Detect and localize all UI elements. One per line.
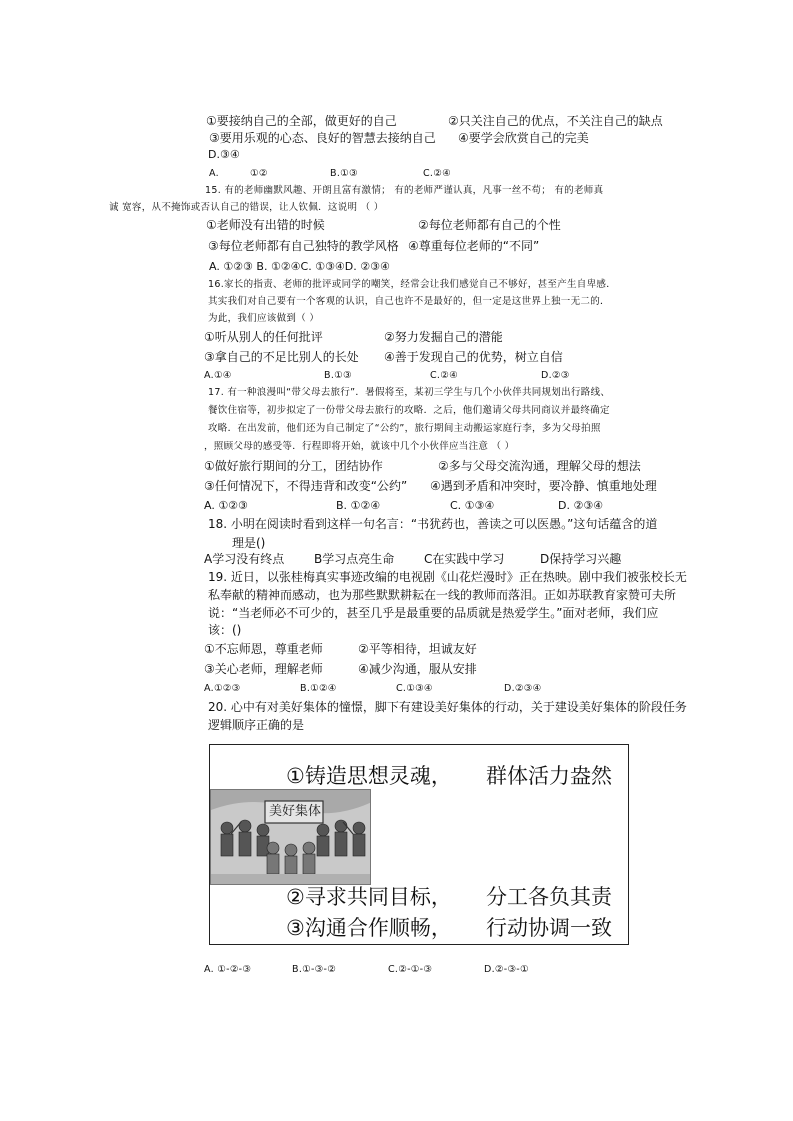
q16-option-1: ①听从别人的任何批评 [204, 330, 323, 344]
q16-choice-a: A.①④ [204, 370, 232, 381]
q14-choice-d: D.③④ [208, 148, 240, 161]
q17-stem-line1: 17. 有一种浪漫叫“带父母去旅行”．暑假将至，某初三学生与几个小伙伴共同规划出行路线、 [208, 387, 611, 398]
q14-choice-a: A. [209, 168, 219, 179]
q14-choice-a-value: ①② [250, 168, 268, 179]
q19-stem-line4: 该：() [208, 623, 242, 637]
q18-choice-b: B学习点亮生命 [314, 552, 395, 566]
q18-choice-a: A学习没有终点 [204, 552, 285, 566]
q16-stem-line2: 其实我们对自己要有一个客观的认识，自己也许不是最好的，但一定是这世界上独一无二的． [208, 296, 610, 307]
q17-choice-c: C. ①③④ [450, 499, 495, 512]
q14-choice-b: B.①③ [330, 168, 358, 179]
q19-option-4: ④减少沟通，服从安排 [358, 662, 477, 676]
q18-stem-line2: 理是() [232, 536, 266, 550]
q15-option-3: ③每位老师都有自己独特的教学风格 [208, 239, 399, 253]
q15-option-4: ④尊重每位老师的“不同” [408, 239, 540, 253]
q16-option-2: ②努力发掘自己的潜能 [384, 330, 503, 344]
q15-option-1: ①老师没有出错的时候 [206, 218, 325, 232]
q17-choice-a: A. ①②③ [204, 499, 248, 512]
q16-option-3: ③拿自己的不足比别人的长处 [204, 350, 359, 364]
figure-item-1-part1: ①铸造思想灵魂， [286, 764, 452, 788]
q15-choices: A. ①②③ B. ①②④C. ①③④D. ②③④ [209, 260, 390, 273]
q16-option-4: ④善于发现自己的优势，树立自信 [384, 350, 563, 364]
q16-choice-c: C.②④ [430, 370, 458, 381]
q15-option-2: ②每位老师都有自己的个性 [418, 218, 561, 232]
q17-option-3: ③任何情况下，不得违背和改变“公约” [204, 479, 408, 493]
q16-choice-b: B.①③ [324, 370, 352, 381]
q19-stem-line1: 19. 近日，以张桂梅真实事迹改编的电视剧《山花烂漫时》正在热映。剧中我们被张校长无 [208, 570, 687, 584]
q17-stem-line4: ，照顾父母的感受等．行程即将开始，就该中几个小伙伴应当注意 （ ） [204, 441, 515, 452]
group-photo-image [210, 789, 371, 885]
q14-choice-c: C.②④ [423, 168, 451, 179]
q19-option-3: ③关心老师，理解老师 [204, 662, 323, 676]
q19-stem-line2: 私奉献的精神而感动，也为那些默默耕耘在一线的教师而落泪。正如苏联教育家赞可夫所 [208, 588, 677, 602]
q14-option-2: ②只关注自己的优点，不关注自己的缺点 [448, 114, 663, 128]
q17-option-1: ①做好旅行期间的分工，团结协作 [204, 459, 383, 473]
q20-stem-line1: 20. 心中有对美好集体的憧憬，脚下有建设美好集体的行动，关于建设美好集体的阶段任务 [208, 700, 687, 714]
q20-choice-d: D.②-③-① [484, 964, 529, 975]
figure-item-2-part2: 分工各负其责 [486, 885, 612, 909]
q17-stem-line3: 攻略．在出发前，他们还为自己制定了“公约”，旅行期间主动搬运家庭行李，多为父母拍照 [208, 423, 601, 434]
q19-stem-line3: 说：“当老师必不可少的，甚至几乎是最重要的品质就是热爱学生。”面对老师，我们应 [208, 606, 659, 620]
q15-stem-line2: 诚 宽容，从不掩饰或否认自己的错误，让人钦佩．这说明 （ ） [109, 202, 384, 213]
q17-stem-line2: 餐饮住宿等，初步拟定了一份带父母去旅行的攻略．之后，他们邀请父母共同商议并最终确定 [208, 405, 610, 416]
q14-option-1: ①要接纳自己的全部，做更好的自己 [206, 114, 397, 128]
q19-option-2: ②平等相待，坦诚友好 [358, 642, 477, 656]
q18-choice-d: D保持学习兴趣 [540, 552, 622, 566]
figure-item-3-part2: 行动协调一致 [486, 916, 612, 940]
q20-stem-line2: 逻辑顺序正确的是 [208, 718, 305, 732]
q16-stem-line3: 为此，我们应该做到（ ） [208, 313, 320, 324]
figure-item-2-part1: ②寻求共同目标， [286, 885, 452, 909]
q19-choice-a: A.①②③ [204, 683, 241, 694]
q18-stem-line1: 18. 小明在阅读时看到这样一句名言：“书犹药也，善读之可以医愚。”这句话蕴含的道 [208, 517, 658, 531]
q20-choice-b: B.①-③-② [292, 964, 337, 975]
q17-choice-b: B. ①②④ [336, 499, 381, 512]
q18-choice-c: C在实践中学习 [424, 552, 505, 566]
q20-choice-a: A. ①-②-③ [204, 964, 252, 975]
q17-choice-d: D. ②③④ [558, 499, 604, 512]
q14-option-4: ④要学会欣赏自己的完美 [458, 131, 589, 145]
figure-item-3-part1: ③沟通合作顺畅， [286, 916, 452, 940]
group-sign-text: 美好集体 [268, 804, 321, 819]
q16-stem-line1: 16.家长的指责、老师的批评或同学的嘲笑，经常会让我们感觉自己不够好，甚至产生自卑感． [208, 279, 617, 290]
q17-option-4: ④遇到矛盾和冲突时，要冷静、慎重地处理 [430, 479, 657, 493]
q17-option-2: ②多与父母交流沟通，理解父母的想法 [438, 459, 641, 473]
q20-figure [209, 744, 629, 945]
q20-choice-c: C.②-①-③ [388, 964, 433, 975]
q19-choice-c: C.①③④ [396, 683, 433, 694]
q15-stem-line1: 15. 有的老师幽默风趣、开朗且富有激情； 有的老师严谨认真，凡事一丝不苟； 有的老师真 [205, 185, 604, 196]
q14-option-3: ③要用乐观的心态、良好的智慧去接纳自己 [209, 131, 436, 145]
q19-option-1: ①不忘师恩，尊重老师 [204, 642, 323, 656]
figure-item-1-part2: 群体活力盎然 [486, 764, 612, 788]
q16-choice-d: D.②③ [541, 370, 570, 381]
q19-choice-b: B.①②④ [300, 683, 337, 694]
q19-choice-d: D.②③④ [504, 683, 542, 694]
